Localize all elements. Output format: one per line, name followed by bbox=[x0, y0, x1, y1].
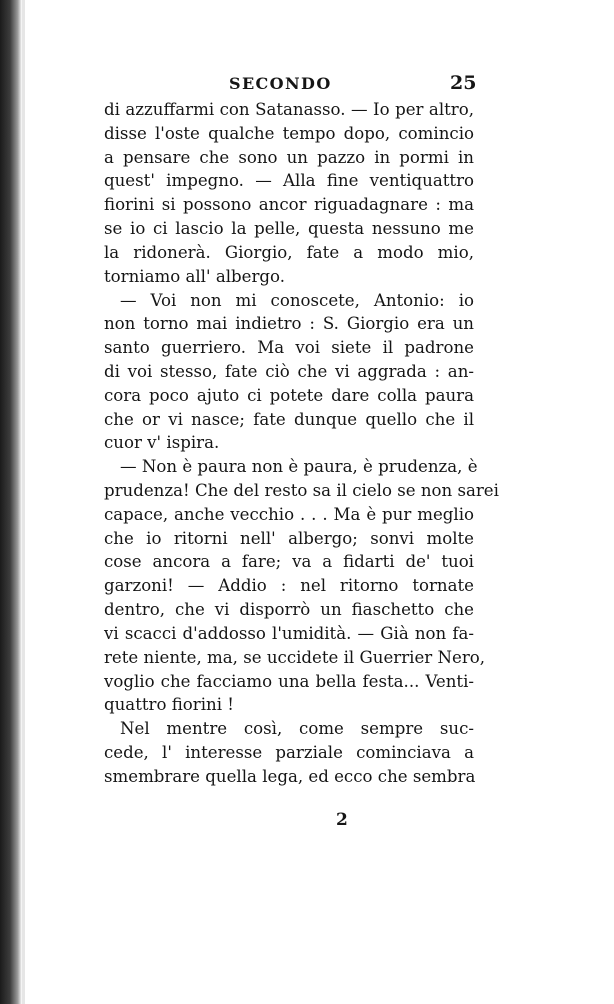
running-head: SECONDO bbox=[229, 74, 332, 93]
text-line: garzoni! — Addio : nel ritorno tornate bbox=[104, 576, 474, 596]
signature-mark: 2 bbox=[336, 810, 348, 830]
book-spine-shadow bbox=[0, 0, 22, 1004]
text-line: prudenza! Che del resto sa il cielo se non sarei bbox=[104, 481, 499, 500]
text-line: non torno mai indietro : S. Giorgio era un bbox=[104, 314, 474, 334]
text-line-paragraph-start: — Voi non mi conoscete, Antonio: io bbox=[120, 290, 474, 310]
text-line: rete niente, ma, se uccidete il Guerrier Nero, bbox=[104, 647, 486, 667]
page-header bbox=[0, 72, 614, 98]
text-line-paragraph-start: — Non è paura non è paura, è prudenza, è bbox=[120, 457, 478, 477]
text-line: capace, anche vecchio . . . Ma è pur meglio bbox=[104, 504, 474, 524]
text-line: a pensare che sono un pazzo in pormi in bbox=[104, 147, 474, 167]
text-line: cuor v' ispira. bbox=[104, 433, 220, 453]
text-line: che io ritorni nell' albergo; sonvi molte bbox=[104, 528, 474, 548]
page-number: 25 bbox=[450, 72, 477, 94]
text-line: santo guerriero. Ma voi siete il padrone bbox=[104, 338, 474, 358]
text-line: voglio che facciamo una bella festa... Venti- bbox=[104, 671, 474, 691]
text-line: cede, l' interesse parziale cominciava a bbox=[104, 742, 474, 762]
text-line: vi scacci d'addosso l'umidità. — Già non fa- bbox=[104, 623, 474, 643]
text-line: di voi stesso, fate ciò che vi aggrada : an- bbox=[104, 361, 474, 381]
text-line: cose ancora a fare; va a fidarti de' tuoi bbox=[104, 552, 474, 572]
body-text bbox=[104, 98, 499, 789]
text-line: di azzuffarmi con Satanasso. — Io per altro, bbox=[104, 100, 474, 119]
text-line: dentro, che vi disporrò un fiaschetto che bbox=[104, 600, 474, 620]
text-line: cora poco ajuto ci potete dare colla paura bbox=[104, 385, 474, 405]
text-line: torniamo all' albergo. bbox=[104, 266, 285, 286]
text-line: smembrare quella lega, ed ecco che sembra bbox=[104, 766, 476, 786]
text-line: la ridonerà. Giorgio, fate a modo mio, bbox=[104, 242, 474, 262]
text-line: che or vi nasce; fate dunque quello che il bbox=[104, 409, 474, 429]
text-line: quest' impegno. — Alla fine ventiquattro bbox=[104, 171, 474, 191]
text-line: disse l'oste qualche tempo dopo, comincio bbox=[104, 123, 474, 143]
text-line: se io ci lascio la pelle, questa nessuno me bbox=[104, 219, 474, 239]
page-edge bbox=[22, 0, 25, 1004]
text-line-paragraph-start: Nel mentre così, come sempre suc- bbox=[120, 719, 474, 739]
text-line: quattro fiorini ! bbox=[104, 695, 234, 715]
text-line: fiorini si possono ancor riguadagnare : ma bbox=[104, 195, 474, 215]
